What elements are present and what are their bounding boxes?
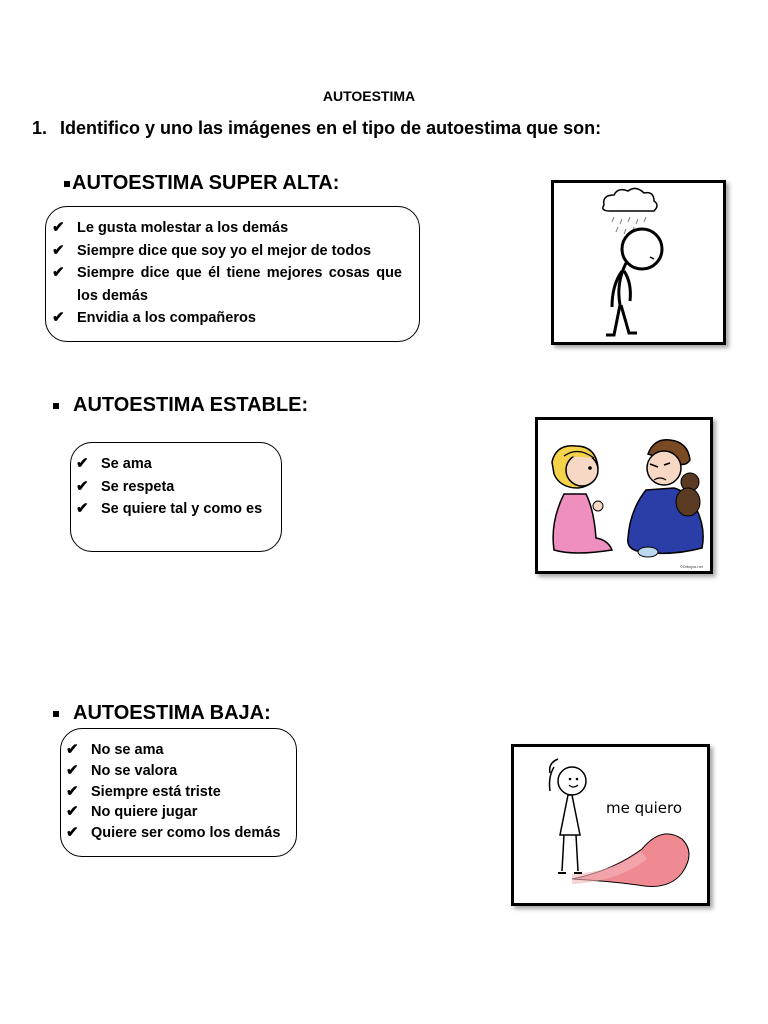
- checkmark-icon: ✔: [66, 741, 79, 758]
- checkmark-icon: ✔: [66, 824, 79, 842]
- document-title: AUTOESTIMA: [322, 88, 416, 104]
- checkmark-icon: ✔: [52, 219, 65, 236]
- list-item-text: No se valora: [91, 762, 178, 779]
- checkmark-icon: ✔: [76, 455, 89, 472]
- list-item: [76, 498, 267, 521]
- section-heading-estable: [53, 394, 308, 417]
- list-item-text: Se ama: [101, 456, 152, 472]
- image-girl-heart[interactable]: [511, 744, 710, 906]
- list-item-text: Le gusta molestar a los demás: [77, 220, 289, 236]
- square-bullet-icon: [53, 403, 59, 409]
- section-heading-baja: [53, 702, 271, 725]
- list-item: [76, 453, 267, 476]
- question-number: 1.: [32, 118, 48, 138]
- list-item: [66, 823, 284, 844]
- square-bullet-icon: [64, 181, 70, 187]
- checkmark-icon: ✔: [52, 264, 65, 281]
- list-item: [66, 740, 284, 761]
- list-item-text: Se quiere tal y como es: [101, 501, 263, 517]
- checkmark-icon: ✔: [76, 500, 89, 517]
- list-item: [76, 476, 267, 499]
- love-caption: me quiero: [606, 799, 683, 817]
- list-item-text: Quiere ser como los demás: [91, 825, 281, 842]
- square-bullet-icon: [53, 711, 59, 717]
- image-sad-figure[interactable]: [551, 180, 726, 345]
- section-heading-text: AUTOESTIMA SUPER ALTA:: [72, 172, 340, 194]
- sad-stick-figure-icon: [554, 183, 723, 342]
- list-item-text: Siempre dice que soy yo el mejor de todos: [77, 242, 372, 259]
- checkmark-icon: ✔: [76, 477, 89, 495]
- image-two-children[interactable]: [535, 417, 713, 574]
- list-item-text: Siempre dice que él tiene mejores cosas que los demás: [77, 265, 402, 304]
- checkmark-icon: ✔: [66, 803, 79, 821]
- checkmark-icon: ✔: [66, 782, 79, 800]
- list-item: [66, 802, 284, 823]
- section-heading-text: AUTOESTIMA BAJA:: [73, 702, 271, 724]
- list-item-text: No se ama: [91, 742, 164, 758]
- list-item: [52, 240, 402, 263]
- list-item: [66, 782, 284, 803]
- image-credit: ©Dibujos.net: [680, 564, 703, 569]
- checkmark-icon: ✔: [52, 309, 65, 326]
- two-children-icon: [538, 420, 710, 571]
- traits-box-super-alta: [45, 206, 420, 342]
- section-heading-text: AUTOESTIMA ESTABLE:: [73, 394, 309, 416]
- checkmark-icon: ✔: [52, 241, 65, 259]
- list-item-text: Siempre está triste: [91, 783, 221, 800]
- checkmark-icon: ✔: [66, 761, 79, 779]
- girl-heart-icon: [514, 747, 707, 903]
- list-item-text: Envidia a los compañeros: [77, 310, 256, 326]
- traits-box-baja: [60, 728, 297, 857]
- question-text: Identifico y uno las imágenes en el tipo de autoestima que son:: [60, 118, 602, 138]
- list-item: [66, 761, 284, 782]
- list-item: [52, 217, 402, 240]
- list-item-text: No quiere jugar: [91, 804, 198, 821]
- list-item: [52, 307, 402, 330]
- traits-box-estable: [70, 442, 282, 552]
- question-line: [32, 118, 601, 139]
- list-item-text: Se respeta: [101, 478, 175, 495]
- section-heading-super-alta: [64, 172, 339, 195]
- list-item: [52, 262, 402, 307]
